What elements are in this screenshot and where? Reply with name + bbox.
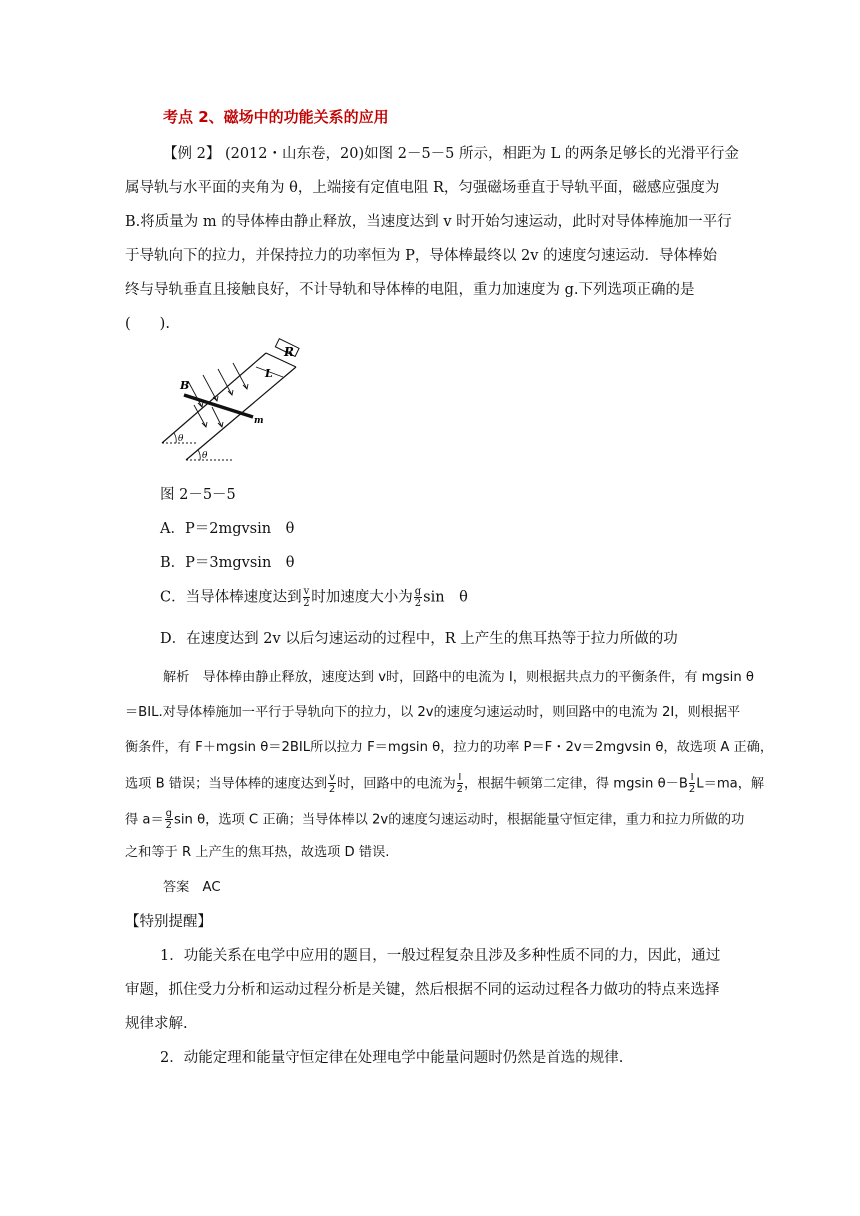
option-c-post: sin θ (423, 589, 468, 606)
example-line-3: B.将质量为 m 的导体棒由静止释放，当速度达到 v 时开始匀速运动，此时对导体棒施加一平行 (125, 214, 732, 230)
example-line-6: ( ). (125, 316, 170, 332)
option-c-mid: 时加速度大小为 (311, 589, 413, 606)
analysis-line-6: 之和等于 R 上产生的焦耳热，故选项 D 错误. (125, 845, 390, 860)
tip-line-3: 规律求解. (125, 1016, 188, 1032)
fraction-v-over-2: $\frac{v}{2}$ (328, 772, 336, 795)
tip-line-4: 2．动能定理和能量守恒定律在处理电学中能量问题时仍然是首选的规律. (160, 1050, 624, 1066)
answer-line: 答案 AC (163, 880, 221, 895)
tip-line-2: 审题，抓住受力分析和运动过程分析是关键，然后根据不同的运动过程各力做功的特点来选择 (125, 982, 720, 998)
fraction-g-over-2: $\frac{g}{2}$ (414, 586, 422, 609)
label-m: m (254, 416, 264, 426)
option-c-pre: C．当导体棒速度达到 (160, 589, 302, 606)
option-b: B．P＝3mgvsin θ (160, 555, 295, 571)
analysis-line-4: 选项 B 错误；当导体棒的速度达到 $\frac{v}{2}$ 时，回路中的电流为 $\frac{I}{2}$ ，根据牛顿第二定律，得 mgsin θ－B $\frac{I}{2}$ L＝ma，解 (125, 772, 765, 795)
option-c (160, 586, 468, 609)
label-r: R (284, 345, 294, 359)
analysis-line-1: 解析 导体棒由静止释放，速度达到 v时，回路中的电流为 I，则根据共点力的平衡条件，有 mgsin θ (163, 670, 754, 685)
example-line-5: 终与导轨垂直且接触良好，不计导轨和导体棒的电阻，重力加速度为 g.下列选项正确的是 (125, 282, 695, 298)
option-d: D．在速度达到 2v 以后匀速运动的过程中，R 上产生的焦耳热等于拉力所做的功 (160, 631, 678, 647)
analysis-line-2: ＝BIL.对导体棒施加一平行于导轨向下的拉力，以 2v的速度匀速运动时，则回路中的电流为 2I，则根据平 (125, 705, 741, 720)
example-line-1: 【例 2】 (2012・山东卷，20)如图 2－5－5 所示，相距为 L 的两条足够长的光滑平行金 (163, 146, 739, 162)
option-a: A．P＝2mgvsin θ (160, 521, 295, 537)
label-theta-bottom: θ (202, 451, 208, 461)
analysis-line-3: 衡条件，有 F＋mgsin θ＝2BIL所以拉力 F＝mgsin θ，拉力的功率 P＝F・2v＝2mgvsin θ，故选项 A 正确， (125, 740, 774, 755)
label-l: L (265, 367, 273, 380)
tips-title: 【特别提醒】 (125, 914, 212, 930)
tip-line-1: 1．功能关系在电学中应用的题目，一般过程复杂且涉及多种性质不同的力，因此，通过 (160, 948, 721, 964)
analysis-line-5: 得 a＝ $\frac{g}{2}$ sin θ，选项 C 正确；当导体棒以 2v的速度匀速运动时，根据能量守恒定律，重力和拉力所做的功 (125, 808, 745, 831)
resistor-label-svg (280, 342, 302, 360)
fraction-i-over-2: $\frac{I}{2}$ (688, 772, 696, 795)
example-line-4: 于导轨向下的拉力，并保持拉力的功率恒为 P，导体棒最终以 2v 的速度匀速运动．导体棒始 (125, 248, 717, 264)
fraction-g-over-2: $\frac{g}{2}$ (165, 808, 173, 831)
figure-caption: 图 2－5－5 (160, 487, 236, 503)
label-b: B (180, 379, 190, 392)
fraction-v-over-2: $\frac{v}{2}$ (303, 586, 310, 609)
fraction-i-over-2: $\frac{I}{2}$ (456, 772, 464, 795)
label-theta-top: θ (178, 434, 184, 444)
section-heading: 考点 2、磁场中的功能关系的应用 (163, 108, 389, 126)
rail-diagram-figure (158, 345, 273, 475)
example-line-2: 属导轨与水平面的夹角为 θ，上端接有定值电阻 R，匀强磁场垂直于导轨平面，磁感应强度为 (125, 180, 720, 196)
